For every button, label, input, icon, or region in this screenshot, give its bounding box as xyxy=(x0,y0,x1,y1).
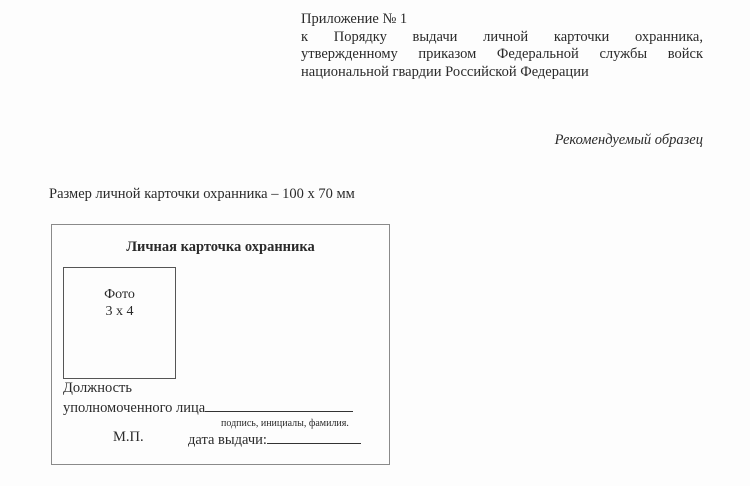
photo-label: Фото xyxy=(104,287,135,302)
appendix-line-3: национальной гвардии Российской Федерации xyxy=(301,63,589,80)
card-title: Личная карточка охранника xyxy=(126,239,315,255)
appendix-title: Приложение № 1 xyxy=(301,11,408,27)
card-size-note: Размер личной карточки охранника – 100 х 70 мм xyxy=(49,186,355,202)
appendix-line-1: к Порядку выдачи личной карточки охранника, xyxy=(301,28,703,45)
appendix-header xyxy=(301,11,703,81)
issue-date-row xyxy=(188,429,361,449)
appendix-line-2: утвержденному приказом Федеральной службы войск xyxy=(301,46,703,62)
issue-date-label: дата выдачи: xyxy=(188,432,267,448)
position-label-line2: уполномоченного лица xyxy=(63,400,206,416)
photo-placeholder xyxy=(63,267,176,379)
position-label-line2-row xyxy=(63,397,353,417)
signature-caption: подпись, инициалы, фамилия. xyxy=(221,418,349,429)
position-label-line1: Должность xyxy=(63,380,132,396)
guard-id-card xyxy=(51,224,390,465)
issue-date-line xyxy=(267,429,361,444)
recommended-sample-label: Рекомендуемый образец xyxy=(554,132,703,148)
authorized-person-block xyxy=(63,380,353,417)
photo-size: 3 х 4 xyxy=(105,304,134,319)
signature-line xyxy=(205,397,353,412)
stamp-label: М.П. xyxy=(113,429,144,445)
